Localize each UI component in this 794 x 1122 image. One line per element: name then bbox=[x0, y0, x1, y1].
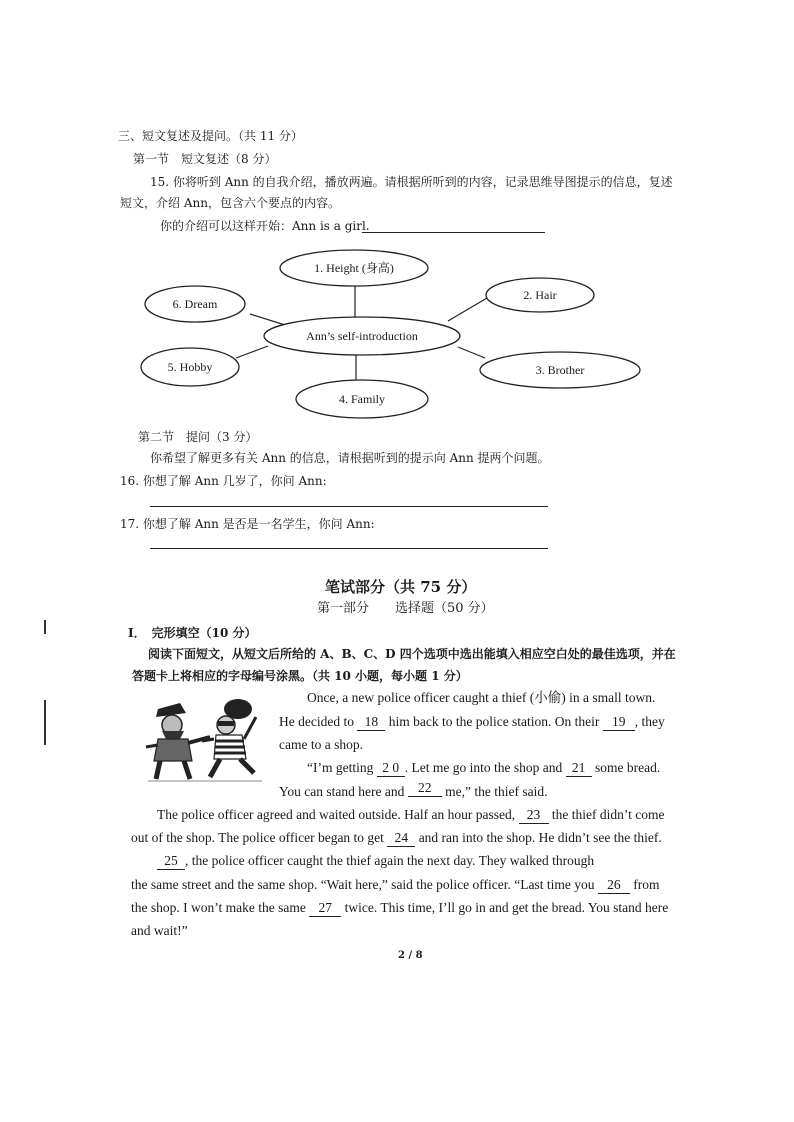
blank-23: 23 bbox=[519, 807, 549, 824]
blank-20: 2 0 bbox=[377, 760, 405, 777]
written-title: 笔试部分（共 75 分） bbox=[325, 578, 477, 596]
mindmap-label: 6. Dream bbox=[172, 297, 218, 311]
q15-line2: 短文，介绍 Ann，包含六个要点的内容。 bbox=[120, 196, 340, 210]
answer-line bbox=[150, 548, 548, 549]
section-heading: 三、短文复述及提问。（共 11 分） bbox=[118, 129, 303, 143]
blank-21: 21 bbox=[566, 760, 592, 777]
start-prompt: 你的介绍可以这样开始：Ann is a girl. bbox=[160, 219, 370, 233]
mindmap-label: 4. Family bbox=[338, 392, 386, 406]
q16: 16. 你想了解 Ann 几岁了，你问 Ann: bbox=[120, 474, 327, 488]
passage-line: “I’m getting 2 0 . Let me go into the shop and 21 some bread. bbox=[307, 760, 661, 775]
margin-mark bbox=[44, 620, 46, 634]
mindmap-label: 2. Hair bbox=[523, 288, 557, 302]
blank-26: 26 bbox=[598, 877, 630, 894]
margin-mark bbox=[44, 700, 46, 745]
blank-19: 19 bbox=[603, 714, 635, 731]
passage-line: the same street and the same shop. “Wait here,” said the police officer. “Last time you 26 from bbox=[131, 877, 660, 892]
police-thief-illustration bbox=[140, 695, 270, 785]
passage-line: He decided to 18 him back to the police station. On their 19 , they bbox=[279, 714, 665, 729]
blank-22: 22 bbox=[408, 780, 442, 797]
blank-18: 18 bbox=[357, 714, 385, 731]
mindmap-label: 5. Hobby bbox=[167, 360, 213, 374]
part2-title: 第二节 提问（3 分） bbox=[138, 430, 258, 444]
cloze-title: I． 完形填空（10 分） bbox=[128, 626, 257, 640]
part1-choice-title: 第一部分 选择题（50 分） bbox=[317, 601, 494, 616]
mind-map bbox=[0, 245, 794, 425]
page-number: 2 / 8 bbox=[398, 950, 423, 961]
mindmap-center-label: Ann’s self-introduction bbox=[306, 329, 418, 343]
blank-27: 27 bbox=[309, 900, 341, 917]
blank-24: 24 bbox=[387, 830, 415, 847]
blank-25: 25 bbox=[157, 853, 185, 870]
passage-line: out of the shop. The police officer began to get 24 and ran into the shop. He didn’t see the thief. bbox=[131, 830, 662, 845]
answer-line bbox=[362, 232, 545, 233]
passage-line: the shop. I won’t make the same 27 twice. This time, I’ll go in and get the bread. You stand here bbox=[131, 900, 669, 915]
passage-line: came to a shop. bbox=[279, 737, 363, 752]
passage-line: 25 , the police officer caught the thief again the next day. They walked through bbox=[157, 853, 594, 870]
answer-line bbox=[150, 506, 548, 507]
passage-line: You can stand here and 22 me,” the thief said. bbox=[279, 780, 548, 799]
instruction-line1: 阅读下面短文，从短文后所给的 A、B、C、D 四个选项中选出能填入相应空白处的最佳选项，并在 bbox=[148, 647, 676, 661]
q17: 17. 你想了解 Ann 是否是一名学生，你问 Ann: bbox=[120, 517, 375, 531]
instruction-line2: 答题卡上将相应的字母编号涂黑。（共 10 小题，每小题 1 分） bbox=[132, 669, 468, 683]
passage-line: The police officer agreed and waited outside. Half an hour passed, 23 the thief didn’t come bbox=[157, 807, 665, 822]
passage-line: Once, a new police officer caught a thief (小偷) in a small town. bbox=[307, 690, 656, 705]
part2-instruction: 你希望了解更多有关 Ann 的信息，请根据听到的提示向 Ann 提两个问题。 bbox=[150, 451, 550, 465]
q15-line1: 15. 你将听到 Ann 的自我介绍，播放两遍。请根据所听到的内容，记录思维导图提示的信息，复述 bbox=[150, 175, 673, 189]
mindmap-label: 1. Height (身高) bbox=[314, 261, 394, 275]
passage-line: and wait!” bbox=[131, 923, 188, 938]
mindmap-label: 3. Brother bbox=[535, 363, 585, 377]
part1-title: 第一节 短文复述（8 分） bbox=[133, 152, 277, 166]
